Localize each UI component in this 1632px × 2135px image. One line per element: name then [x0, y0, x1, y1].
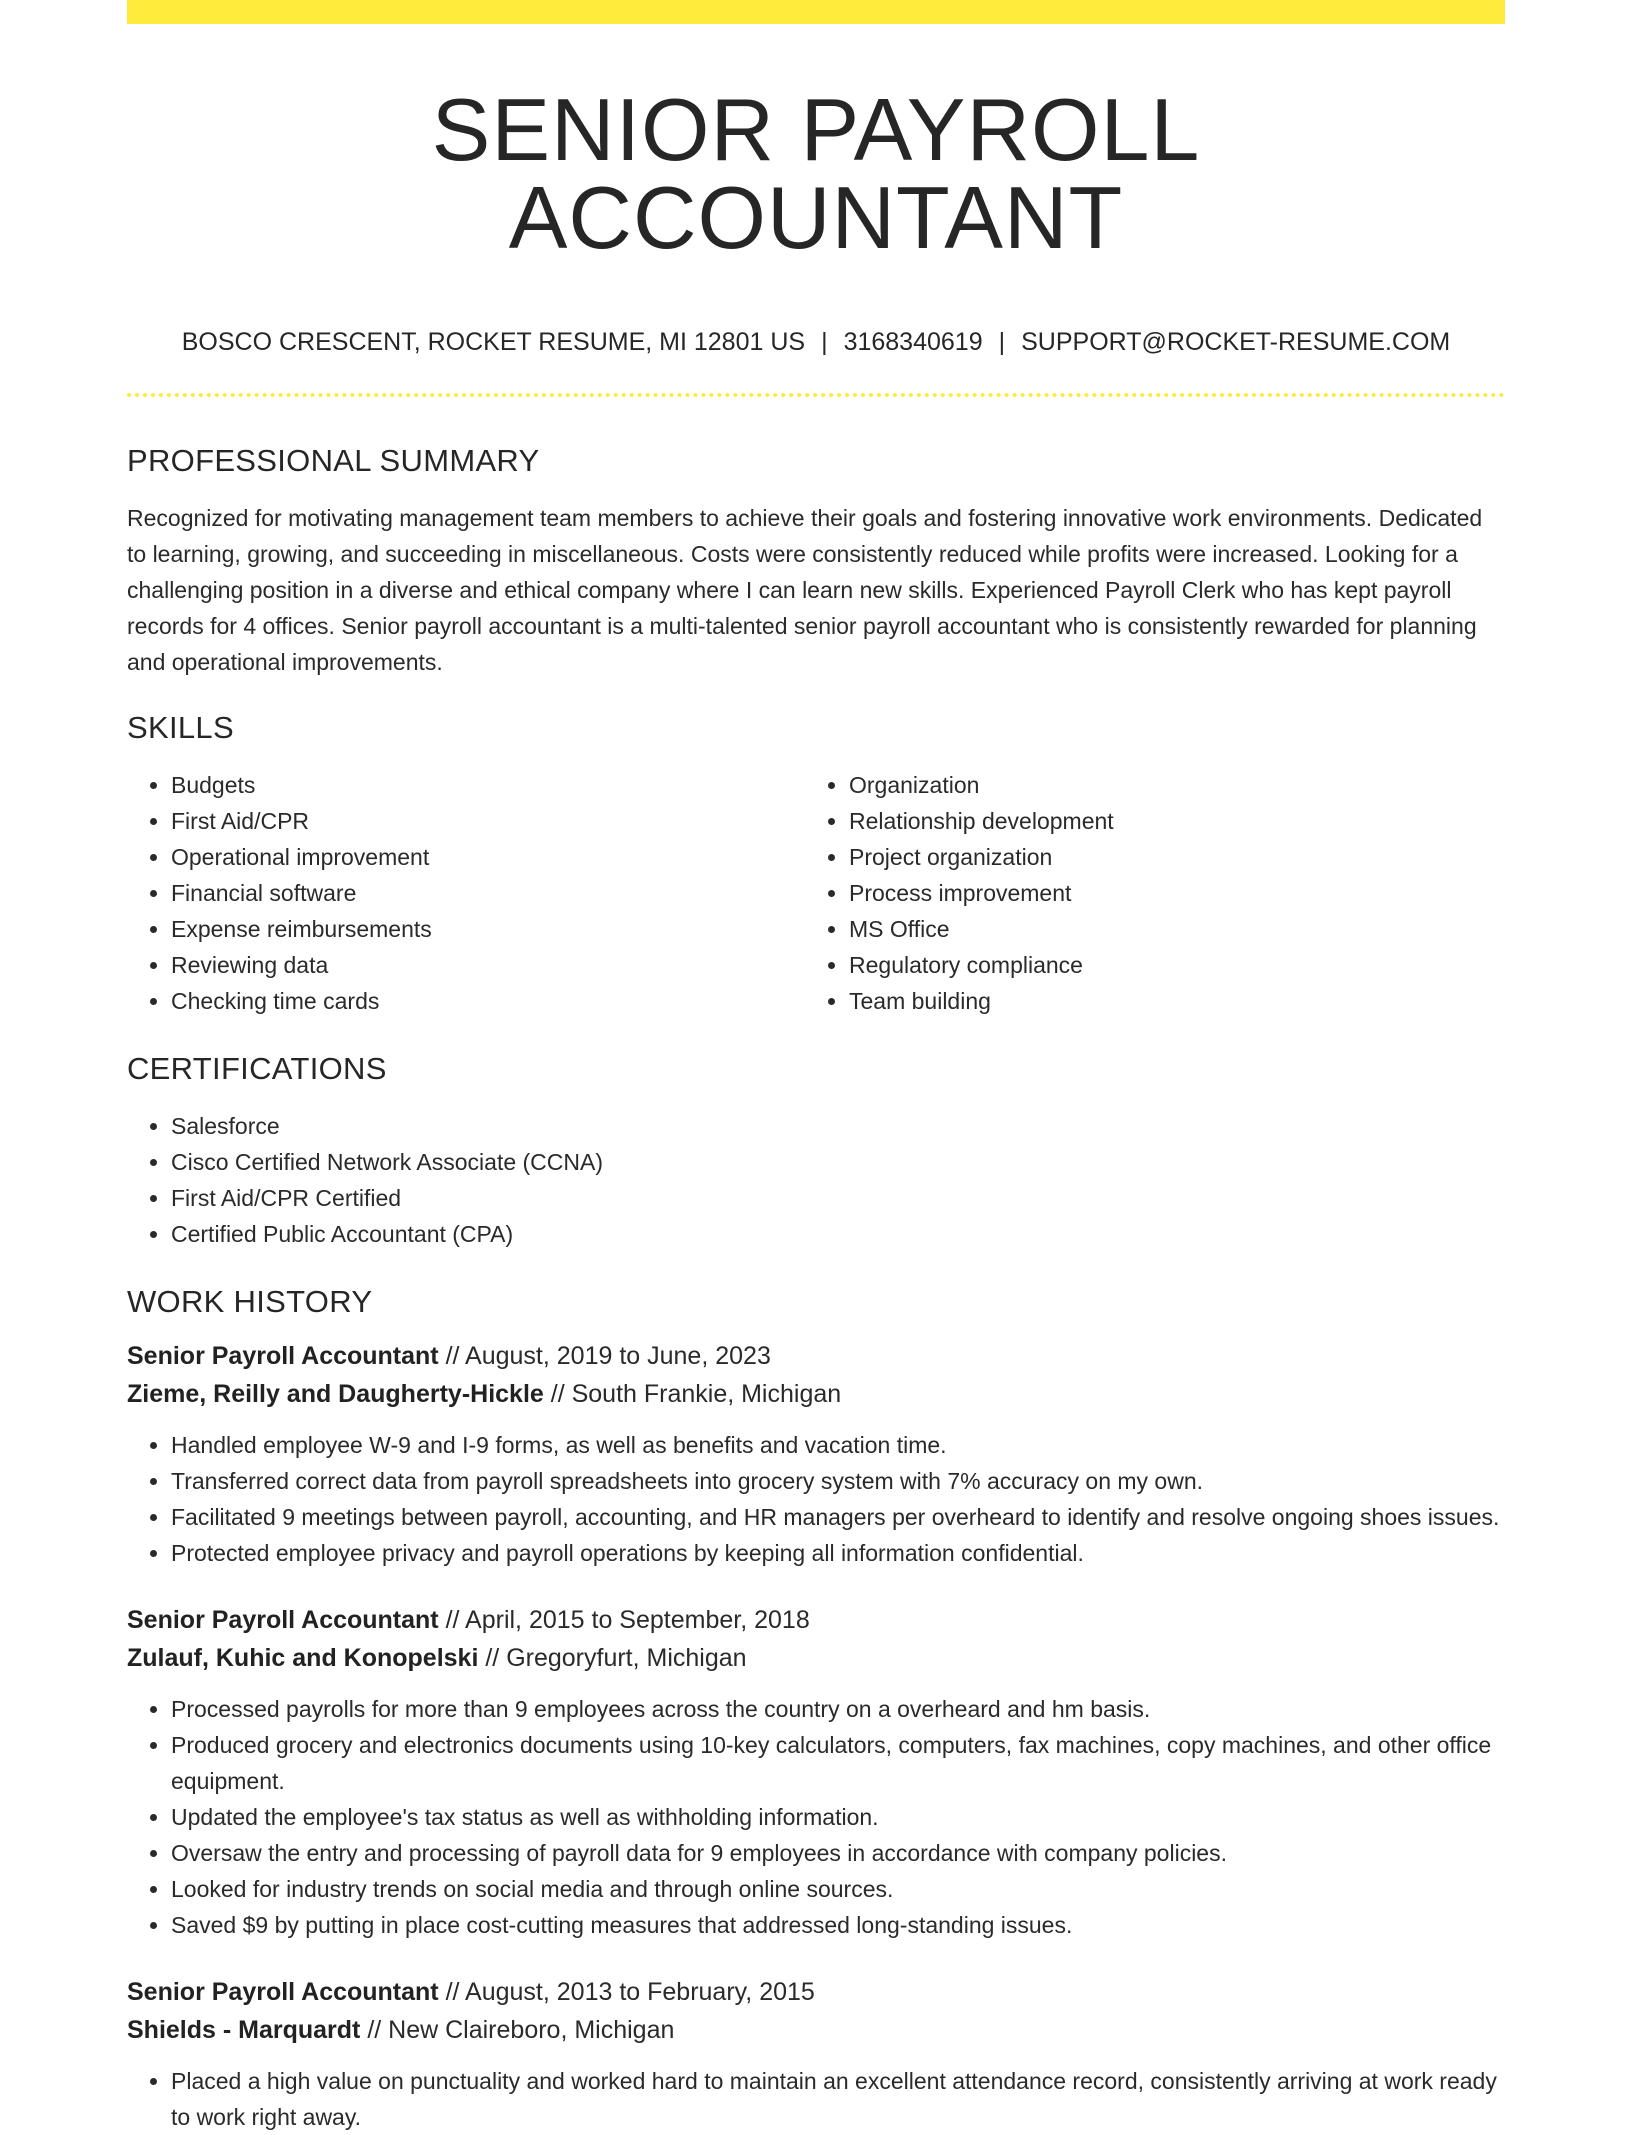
job-bullet: • Facilitated 9 meetings between payroll, accounting, and HR managers per overheard to identify and resolve ongoing shoes issues.: [171, 1499, 1505, 1535]
job-bullet: • Looked for industry trends on social media and through online sources.: [171, 1871, 1505, 1907]
certification-item: • Salesforce: [171, 1108, 1505, 1144]
address: BOSCO CRESCENT, ROCKET RESUME, MI 12801 US: [181, 328, 806, 356]
job-company-line: [127, 1375, 1505, 1413]
certifications-heading: CERTIFICATIONS: [127, 1051, 387, 1086]
job-role-line: [127, 1973, 1505, 2011]
job-company: Shields - Marquardt: [127, 2016, 361, 2044]
job-bullet: • Handled employee W-9 and I-9 forms, as well as benefits and vacation time.: [171, 1427, 1505, 1463]
skill-item: • Expense reimbursements: [171, 911, 805, 947]
job-bullets: [127, 2063, 1505, 2135]
job-bullet: • Protected employee privacy and payroll operations by keeping all information confidential.: [171, 1535, 1505, 1571]
job-role: Senior Payroll Accountant: [127, 1978, 439, 2006]
job-dates: // April, 2015 to September, 2018: [438, 1606, 810, 1634]
job-location: // South Frankie, Michigan: [543, 1380, 842, 1408]
contact-separator: |: [998, 328, 1006, 356]
job-company-line: [127, 1639, 1505, 1677]
skill-item: • Organization: [849, 767, 1483, 803]
skill-item: • Financial software: [171, 875, 805, 911]
resume-title: SENIOR PAYROLL ACCOUNTANT: [431, 80, 1201, 267]
job-bullets: [127, 1691, 1505, 1943]
skills-column-right: [805, 767, 1483, 1019]
job-entry: [127, 1973, 1505, 2135]
job-entry: [127, 1601, 1505, 1943]
skills-grid: [127, 767, 1505, 1019]
job-bullets: [127, 1427, 1505, 1571]
job-location: // Gregoryfurt, Michigan: [478, 1644, 747, 1672]
skill-item: • Process improvement: [849, 875, 1483, 911]
skill-item: • Operational improvement: [171, 839, 805, 875]
skills-heading: SKILLS: [127, 710, 234, 745]
skill-item: • Project organization: [849, 839, 1483, 875]
job-role-line: [127, 1601, 1505, 1639]
job-role: Senior Payroll Accountant: [127, 1342, 439, 1370]
skill-item: • Reviewing data: [171, 947, 805, 983]
skill-item: • Relationship development: [849, 803, 1483, 839]
certification-item: • First Aid/CPR Certified: [171, 1180, 1505, 1216]
summary-text: Recognized for motivating management team members to achieve their goals and fostering innovative work environments. Dedicated to learning, growing, and succeeding in miscellaneous. Costs were consistently reduced while profits were increased. Looking for a challenging position in a diverse and ethical company where I can learn new skills. Experienced Payroll Clerk who has kept payroll records for 4 offices. Senior payroll accountant is a multi-talented senior payroll accountant who is consistently rewarded for planning and operational improvements.: [127, 505, 1483, 675]
job-role: Senior Payroll Accountant: [127, 1606, 439, 1634]
job-bullet: • Updated the employee's tax status as well as withholding information.: [171, 1799, 1505, 1835]
phone: 3168340619: [843, 328, 983, 356]
certifications-list: [127, 1108, 1505, 1252]
job-company: Zieme, Reilly and Daugherty-Hickle: [127, 1380, 544, 1408]
job-company: Zulauf, Kuhic and Konopelski: [127, 1644, 479, 1672]
skill-item: • Budgets: [171, 767, 805, 803]
job-role-line: [127, 1337, 1505, 1375]
job-entry: [127, 1337, 1505, 1571]
summary-heading: PROFESSIONAL SUMMARY: [127, 443, 540, 478]
skill-item: • MS Office: [849, 911, 1483, 947]
skill-item: • Checking time cards: [171, 983, 805, 1019]
contact-separator: |: [821, 328, 828, 356]
job-bullet: • Transferred correct data from payroll spreadsheets into grocery system with 7% accuracy on my own.: [171, 1463, 1505, 1499]
job-bullet: • Oversaw the entry and processing of payroll data for 9 employees in accordance with company policies.: [171, 1835, 1505, 1871]
skill-item: • Team building: [849, 983, 1483, 1019]
skill-item: • Regulatory compliance: [849, 947, 1483, 983]
certification-item: • Cisco Certified Network Associate (CCNA): [171, 1144, 1505, 1180]
accent-bar: [127, 0, 1505, 24]
job-dates: // August, 2013 to February, 2015: [438, 1978, 815, 2006]
job-bullet: • Produced grocery and electronics documents using 10-key calculators, computers, fax machines, copy machines, and other office equipment.: [171, 1727, 1505, 1799]
contact-line: [127, 330, 1505, 355]
job-bullet: • Saved $9 by putting in place cost-cutting measures that addressed long-standing issues.: [171, 1907, 1505, 1943]
skills-column-left: [127, 767, 805, 1019]
dotted-divider: [127, 393, 1505, 397]
job-dates: // August, 2019 to June, 2023: [438, 1342, 771, 1370]
job-bullet: • Placed a high value on punctuality and worked hard to maintain an excellent attendance record, consistently arriving at work ready to work right away.: [171, 2063, 1505, 2135]
work-history-heading: WORK HISTORY: [127, 1284, 373, 1319]
skill-item: • First Aid/CPR: [171, 803, 805, 839]
job-bullet: • Processed payrolls for more than 9 employees across the country on a overheard and hm basis.: [171, 1691, 1505, 1727]
certification-item: • Certified Public Accountant (CPA): [171, 1216, 1505, 1252]
resume-page: [127, 0, 1505, 2135]
job-location: // New Claireboro, Michigan: [360, 2016, 675, 2044]
job-company-line: [127, 2011, 1505, 2049]
email: SUPPORT@ROCKET-RESUME.COM: [1021, 328, 1451, 356]
